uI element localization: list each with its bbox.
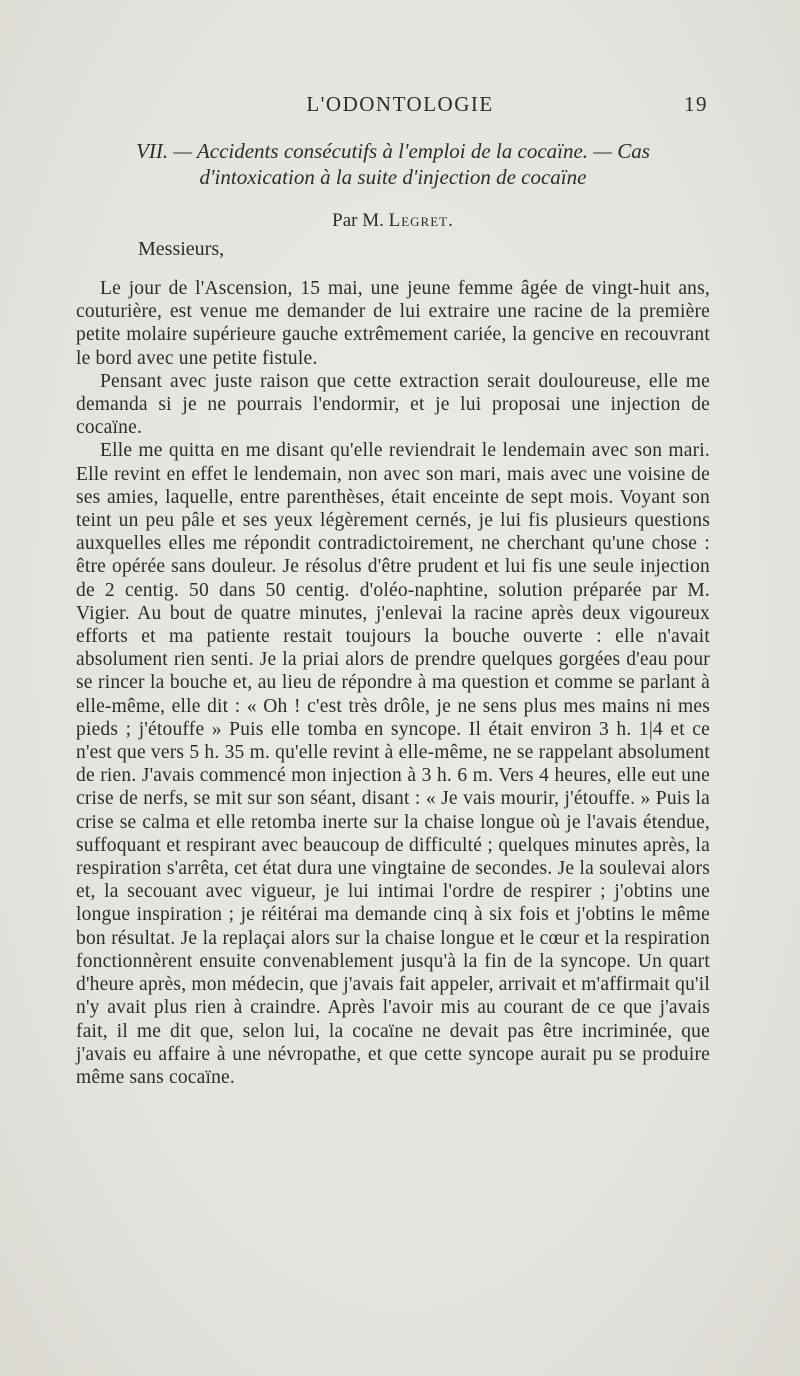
page-number: 19	[684, 92, 708, 116]
byline-prefix: Par M.	[332, 210, 384, 231]
running-title: L'ODONTOLOGIE	[306, 92, 494, 116]
body-text	[76, 277, 710, 1089]
article	[76, 138, 710, 1089]
paragraph-2: Pensant avec juste raison que cette extraction serait douloureuse, elle me demanda si je ne pourrais l'endormir, et je lui proposai une injection de cocaïne.	[76, 370, 710, 439]
section-title-line-2: d'intoxication à la suite d'injection de cocaïne	[199, 165, 587, 189]
byline-author: Legret.	[388, 210, 454, 231]
section-title-line-1: VII. — Accidents consécutifs à l'emploi de la cocaïne. — Cas	[136, 139, 650, 163]
salutation: Messieurs,	[138, 238, 225, 260]
paragraph-3: Elle me quitta en me disant qu'elle reviendrait le lendemain avec son mari. Elle revint en effet le lendemain, non avec son mari, mais avec une voisine de ses amies, laquelle, entre parenthèses, était enceinte de sept mois. Voyant son teint un peu pâle et ses yeux légèrement cernés, je lui fis plusieurs questions auxquelles elles me répondit contradictoirement, ne cherchant qu'une chose : être opérée sans douleur. Je résolus d'être prudent et lui fis une seule injection de 2 centig. 50 dans 50 centig. d'oléo-naphtine, solution préparée par M. Vigier. Au bout de quatre minutes, j'enlevai la racine après deux vigoureux efforts et ma patiente restait toujours la bouche ouverte : elle n'avait absolument rien senti. Je la priai alors de prendre quelques gorgées d'eau pour se rincer la bouche et, au lieu de répondre à ma question et comme se parlant à elle-même, elle dit : « Oh ! c'est très drôle, je ne sens plus mes mains ni mes pieds ; j'étouffe » Puis elle tomba en syncope. Il était environ 3 h. 1|4 et ce n'est que vers 5 h. 35 m. qu'elle revint à elle-même, ne se rappelant absolument de rien. J'avais commencé mon injection à 3 h. 6 m. Vers 4 heures, elle eut une crise de nerfs, se mit sur son séant, disant : « Je vais mourir, j'étouffe. » Puis la crise se calma et elle retomba inerte sur la chaise longue où je l'avais étendue, suffoquant et respirant avec beaucoup de difficulté ; quelques minutes après, la respiration s'arrêta, cet état dura une vingtaine de secondes. Je la soulevai alors et, la secouant avec vigueur, je lui intimai l'ordre de respirer ; j'obtins une longue inspiration ; je réitérai ma demande cinq à six fois et j'obtins le même bon résultat. Je la replaçai alors sur la chaise longue et le cœur et la respiration fonctionnèrent ensuite convenablement jusqu'à la fin de la syncope. Un quart d'heure après, mon médecin, que j'avais fait appeler, arrivait et m'affirmait qu'il n'y avait plus rien à craindre. Après l'avoir mis au courant de ce que j'avais fait, il me dit que, selon lui, la cocaïne ne devait pas être incriminée, que j'avais eu affaire à une névropathe, et que cette syncope aurait pu se produire même sans cocaïne.	[76, 440, 710, 1088]
paragraph-1: Le jour de l'Ascension, 15 mai, une jeune femme âgée de vingt-huit ans, couturière, est venue me demander de lui extraire une racine de la première petite molaire supérieure gauche extrêmement cariée, la gencive en recouvrant le bord avec une petite fistule.	[76, 278, 710, 369]
running-header	[0, 92, 800, 122]
byline	[76, 210, 710, 232]
